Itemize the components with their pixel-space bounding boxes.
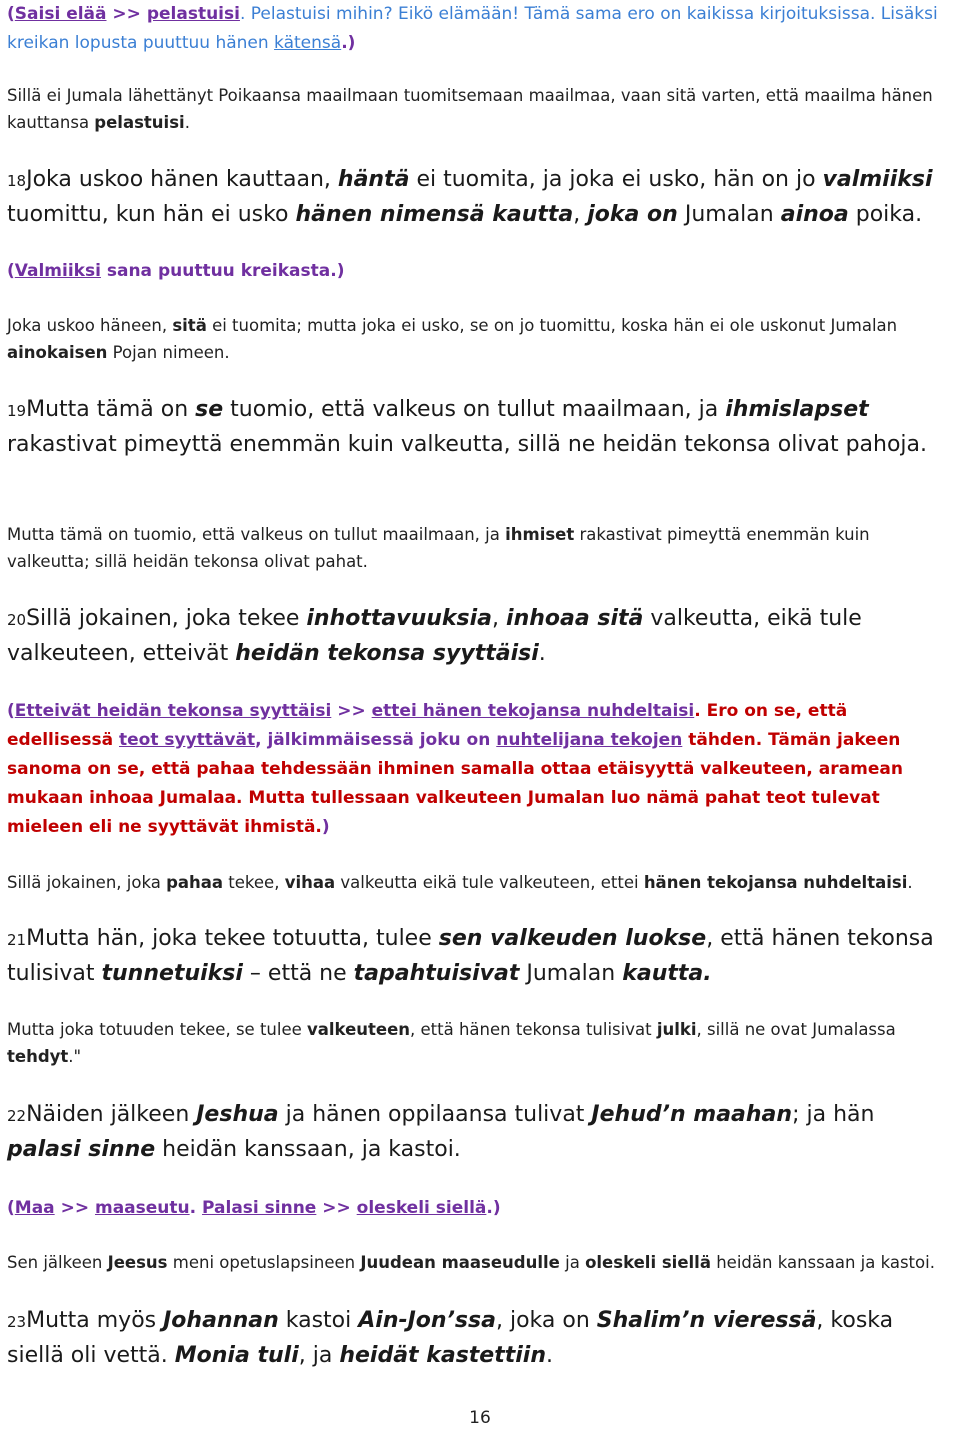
text-run: sitä [172,316,207,335]
text-run: heidän tekonsa syyttäisi [235,641,539,666]
text-run: ) [321,817,330,837]
reference-translation [7,1249,954,1276]
text-run: ; ja hän [792,1102,875,1127]
text-run: Juudean maaseudulle [360,1253,560,1272]
text-run: heidän kanssaan, ja kastoi. [155,1137,461,1162]
text-run: . Pelastuisi mihin? Eikö elämään! Tämä sama ero on kaikissa kirjoituksissa. Lisäksi kreikan lopusta puuttuu hänen [7,4,938,53]
text-run: häntä [337,167,410,192]
text-run: Saisi elää [14,4,107,24]
text-run: – että ne [242,961,354,986]
text-run: ihmiset [505,525,575,544]
text-run: Joka uskoo häneen, [7,316,173,335]
reference-translation [7,521,954,575]
text-run: , että hänen tekonsa tulisivat [7,926,934,986]
text-run: Shalim’n vieressä [596,1308,817,1333]
verse-number: 19 [7,402,27,420]
text-run: joka on [587,202,678,227]
text-run: Joka uskoo hänen kauttaan, [26,167,338,192]
text-run: Sillä jokainen, joka tekee [26,606,307,631]
text-run: , koska siellä oli vettä. [7,1308,894,1368]
verse-number: 23 [7,1313,27,1331]
text-run: Mutta hän, joka tekee totuutta, tulee [26,926,439,951]
text-run: tuomittu, kun hän ei usko [7,202,296,227]
text-run: valmiiksi [822,167,933,192]
text-run: Näiden jälkeen [26,1102,197,1127]
text-run: pahaa [166,873,224,892]
verse-number: 21 [7,931,27,949]
text-run: kautta. [622,961,712,986]
verse-number: 18 [7,172,27,190]
commentary-note [7,1194,954,1223]
text-run: tunnetuiksi [101,961,243,986]
text-run: ei tuomita; mutta joka ei usko, se on jo tuomittu, koska hän ei ole uskonut Jumalan [206,316,898,335]
text-run: . [538,641,546,666]
text-run: >> [316,1198,357,1218]
verse-22 [7,1098,954,1167]
text-run: Monia tuli [174,1343,299,1368]
text-run: , ja [298,1343,340,1368]
text-run: Mutta tämä on [26,397,196,422]
text-run: tapahtuisivat [353,961,520,986]
text-run: ainoa [780,202,849,227]
text-run: sen valkeuden luokse [438,926,707,951]
text-run: >> [106,4,147,24]
text-run: oleskeli siellä [356,1198,487,1218]
text-run: Jumalan [677,202,781,227]
text-run: Jeesus [107,1253,168,1272]
text-run: tekee, [223,873,285,892]
text-run: Sillä jokainen, joka [7,873,167,892]
text-run: ja [559,1253,586,1272]
text-run: . [546,1343,554,1368]
text-run: teot syyttävät [119,730,256,750]
text-run: Pojan nimeen. [107,343,230,362]
reference-translation [7,1016,954,1070]
verse-number: 20 [7,611,27,629]
text-run: meni opetuslapsineen [167,1253,361,1272]
reference-translation [7,312,954,366]
text-run: >> [54,1198,95,1218]
text-run: kastoi [278,1308,359,1333]
text-run: Ain-Jon’ssa [358,1308,496,1333]
text-run: ( [7,4,15,24]
text-run: ( [7,1198,15,1218]
text-run: palasi sinne [7,1137,156,1162]
text-run: Mutta joka totuuden tekee, se tulee [7,1020,307,1039]
text-run: . [907,873,913,892]
text-run: .) [341,33,356,53]
verse-21 [7,922,954,991]
text-run: ainokaisen [7,343,108,362]
text-run: maaseutu [94,1198,190,1218]
text-run: tähden. Tämän jakeen sanoma on se, että pahaa tehdessään ihminen samalla ottaa etäisyyttä valkeuteen, aramean mukaan inhoaa Jumalaa. Mutta tullessaan valkeuteen Jumalan luo nämä pahat teot tulevat mieleen eli ne syyttävät ihmistä. [7,730,903,837]
text-run: , [573,202,588,227]
text-run: rakastivat pimeyttä enemmän kuin valkeutta, sillä ne heidän tekonsa olivat pahoja. [7,432,928,457]
text-run: kätensä [274,33,342,53]
text-run: pelastuisi [146,4,240,24]
verse-number: 22 [7,1107,27,1125]
text-run: Maa [14,1198,55,1218]
text-run: ihmislapset [725,397,869,422]
text-run: heidän kanssaan ja kastoi. [710,1253,935,1272]
text-run: tuomio, että valkeus on tullut maailmaan, ja [223,397,726,422]
text-run: Jehud’n maahan [591,1102,793,1127]
text-run: ja hänen oppilaansa tulivat [278,1102,592,1127]
verse-18 [7,163,954,232]
text-run: . [189,1198,203,1218]
text-run: . Ero on se, että edellisessä [7,701,848,750]
text-run: , sillä ne ovat Jumalassa [696,1020,896,1039]
commentary-note [7,697,954,842]
text-run: oleskeli siellä [585,1253,711,1272]
text-run: Johannan [163,1308,279,1333]
text-run: , jälkimmäisessä joku on [255,730,497,750]
reference-translation [7,869,954,896]
text-run: julki [656,1020,697,1039]
reference-translation [7,82,954,136]
text-run: .) [486,1198,501,1218]
verse-19 [7,393,954,462]
text-run: , [492,606,507,631]
text-run: hänen nimensä kautta [295,202,574,227]
text-run: valkeutta eikä tule valkeuteen, ettei [335,873,644,892]
verse-20 [7,602,954,671]
text-run: heidät kastettiin [339,1343,547,1368]
verse-23 [7,1304,954,1373]
text-run: ( [7,261,15,281]
text-run: >> [331,701,372,721]
text-run: poika. [848,202,923,227]
text-run: hänen tekojansa nuhdeltaisi [643,873,908,892]
text-run: Jeshua [196,1102,279,1127]
text-run: Mutta tämä on tuomio, että valkeus on tullut maailmaan, ja [7,525,506,544]
text-run: ettei hänen tekojansa nuhdeltaisi [371,701,695,721]
text-run: ( [7,701,15,721]
text-run: nuhtelijana tekojen [496,730,683,750]
text-run: . [184,113,190,132]
text-run: tehdyt [7,1047,69,1066]
text-run: Sen jälkeen [7,1253,108,1272]
text-run: sana puuttuu kreikasta.) [100,261,345,281]
text-run: Etteivät heidän tekonsa syyttäisi [14,701,332,721]
text-run: inhoaa sitä [506,606,644,631]
text-run: rakastivat pimeyttä enemmän kuin valkeutta; sillä heidän tekonsa olivat pahat. [7,525,870,571]
text-run: Jumalan [519,961,623,986]
commentary-note [7,257,954,286]
text-run: , että hänen tekonsa tulisivat [410,1020,657,1039]
text-run: , joka on [495,1308,597,1333]
text-run: Sillä ei Jumala lähettänyt Poikaansa maailmaan tuomitsemaan maailmaa, vaan sitä varten, että maailma hänen kauttansa [7,86,933,132]
text-run: Palasi sinne [202,1198,317,1218]
text-run: Mutta myös [26,1308,164,1333]
text-run: ei tuomita, ja joka ei usko, hän on jo [409,167,823,192]
page-number: 16 [469,1408,491,1428]
text-run: pelastuisi [94,113,185,132]
commentary-note [7,0,954,58]
text-run: valkeutta, eikä tule valkeuteen, etteivät [7,606,862,666]
text-run: vihaa [284,873,336,892]
text-run: Valmiiksi [14,261,101,281]
text-run: inhottavuuksia [306,606,493,631]
text-run: se [195,397,224,422]
text-run: ." [68,1047,82,1066]
text-run: valkeuteen [307,1020,411,1039]
